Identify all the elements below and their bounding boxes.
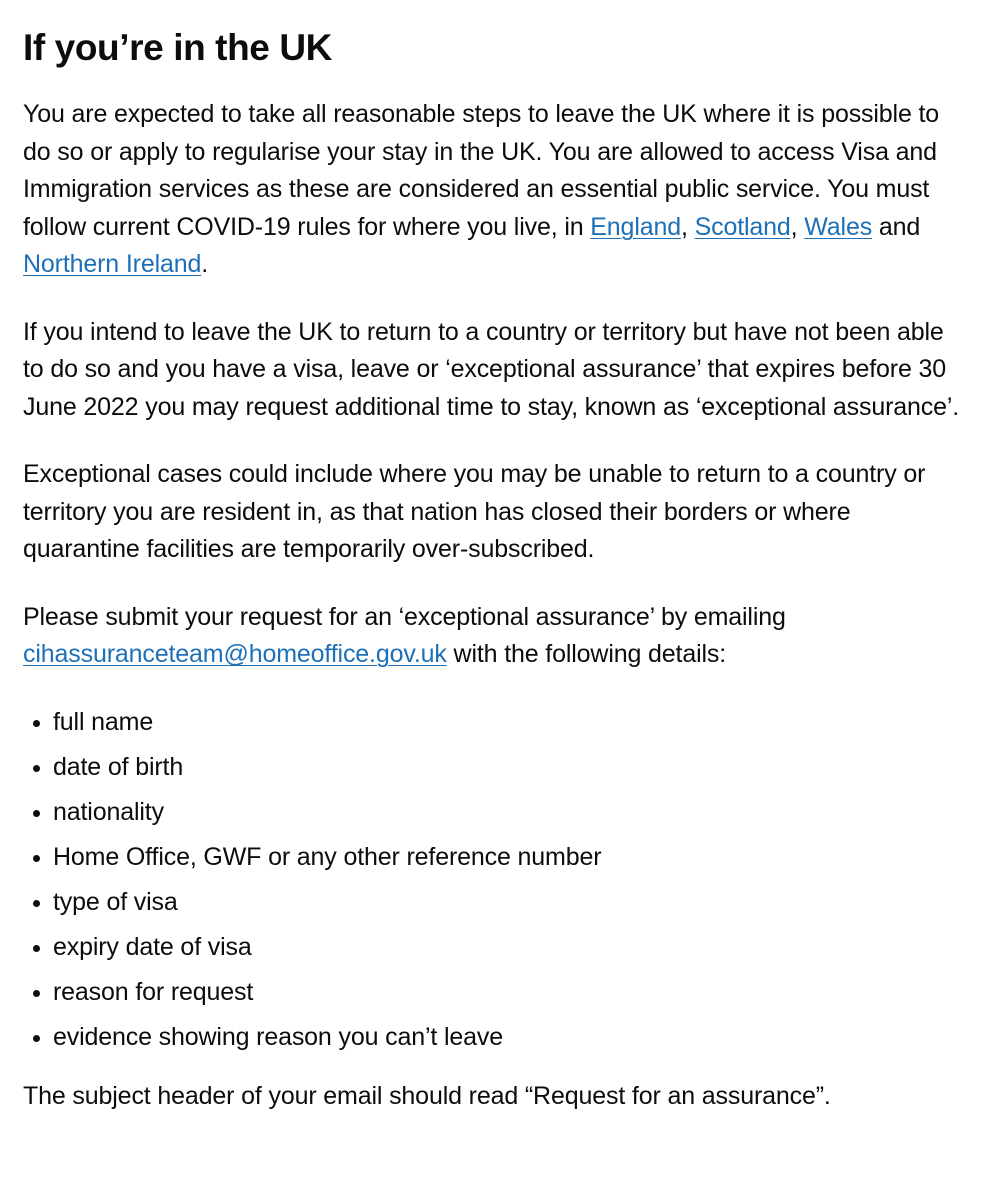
list-item: • full name <box>53 704 968 742</box>
link-email-cihassuranceteam[interactable]: cihassuranceteam@homeoffice.gov.uk <box>23 640 447 668</box>
list-item: • date of birth <box>53 749 968 787</box>
list-item: • nationality <box>53 794 968 832</box>
list-item: • reason for request <box>53 974 968 1012</box>
paragraph-subject-header: The subject header of your email should read “Request for an assurance”. <box>23 1082 831 1110</box>
separator: . <box>201 250 209 278</box>
list-item: • type of visa <box>53 884 968 922</box>
separator: , <box>680 212 695 241</box>
separator: and <box>872 212 921 241</box>
list-item: • Home Office, GWF or any other reference number <box>53 839 968 877</box>
paragraph-text: You are expected to take all reasonable steps to leave the UK where it is possible to do so or apply to regularise your stay in the UK. You are allowed to access Visa and Immigration services as these are considered an essential public service. You must follow current COVID-19 rules for where you live, in <box>23 100 940 241</box>
paragraph-intend-to-leave: If you intend to leave the UK to return to a country or territory but have not been able to do so and you have a visa, leave or ‘exceptional assurance’ that expires before 30 June 2022 you may request additional time to stay, known as ‘exceptional assurance’. <box>23 317 960 421</box>
link-northern-ireland[interactable]: Northern Ireland <box>23 250 202 278</box>
details-list <box>23 704 968 1057</box>
link-wales[interactable]: Wales <box>804 212 873 241</box>
paragraph-exceptional-cases: Exceptional cases could include where you may be unable to return to a country or territory you are resident in, as that nation has closed their borders or where quarantine facilities are temporarily over-subscribed. <box>23 460 926 563</box>
paragraph-text: with the following details: <box>446 640 727 668</box>
main-content <box>23 0 968 1116</box>
paragraph-expected-steps <box>23 96 968 284</box>
separator: , <box>790 212 805 241</box>
list-item: • evidence showing reason you can’t leave <box>53 1019 968 1057</box>
paragraph-text: Please submit your request for an ‘exceptional assurance’ by emailing <box>23 602 786 631</box>
section-heading: If you’re in the UK <box>23 27 332 68</box>
paragraph-submit-request <box>23 599 968 674</box>
link-scotland[interactable]: Scotland <box>694 212 791 241</box>
link-england[interactable]: England <box>590 212 681 241</box>
list-item: • expiry date of visa <box>53 929 968 967</box>
